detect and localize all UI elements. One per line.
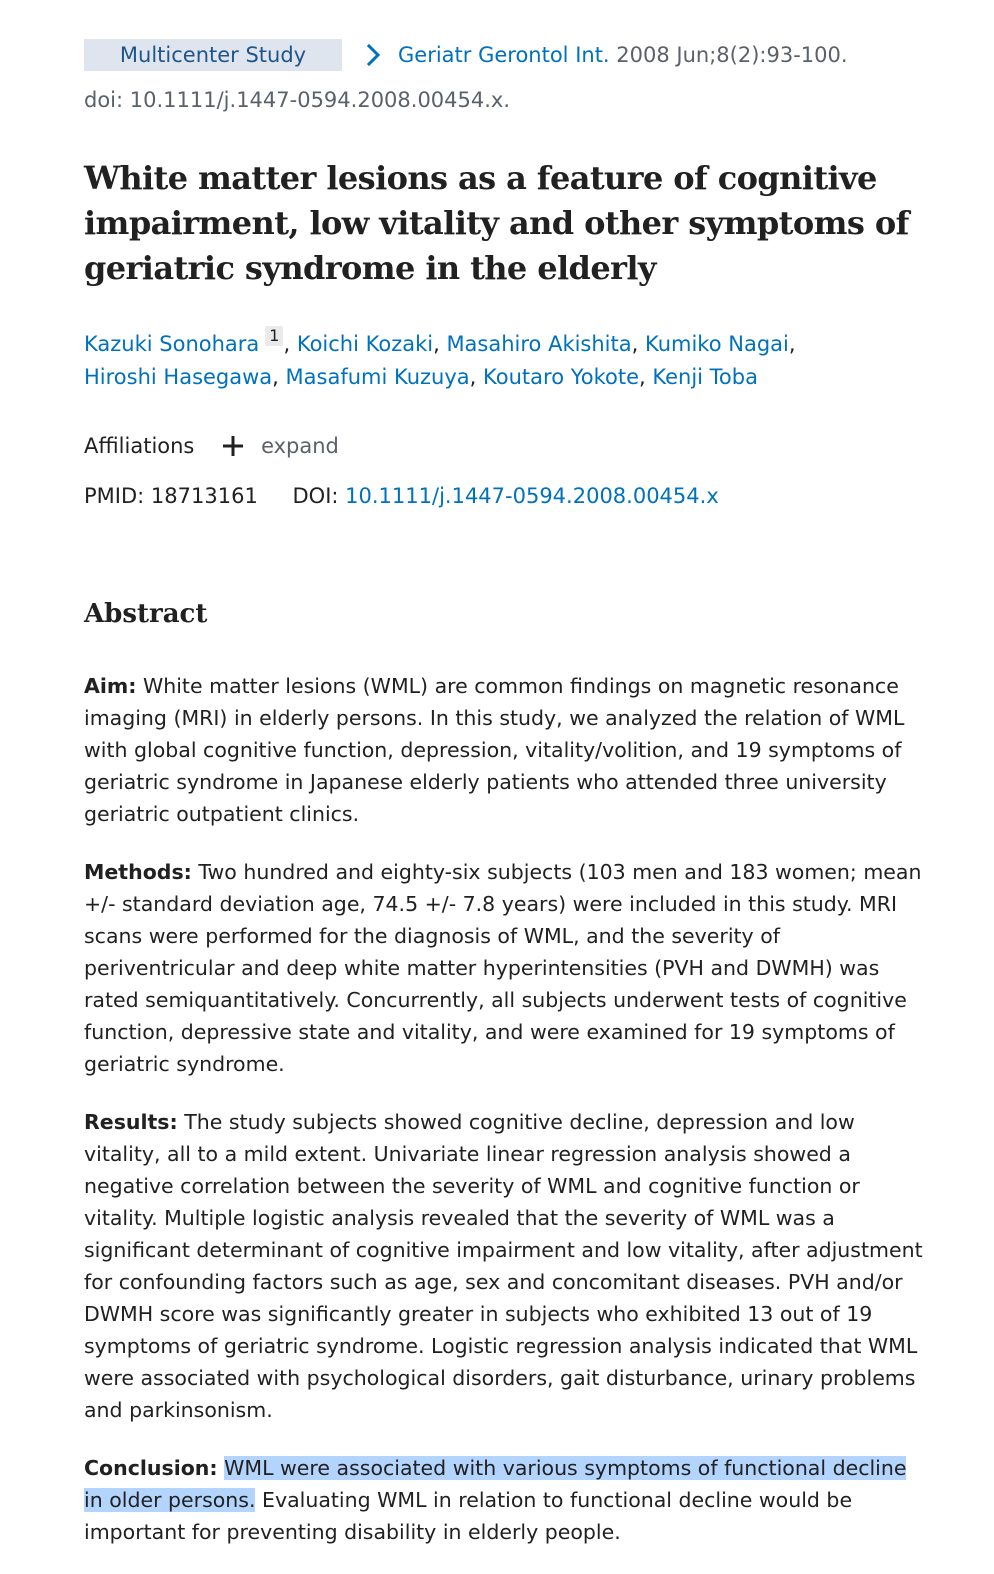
publication-type-badge[interactable]: Multicenter Study bbox=[84, 39, 342, 71]
plus-icon[interactable] bbox=[221, 434, 245, 458]
methods-label: Methods: bbox=[84, 860, 192, 884]
article-identifiers bbox=[84, 480, 719, 512]
author-link[interactable]: Masahiro Akishita bbox=[446, 332, 632, 356]
pmid-value: 18713161 bbox=[150, 484, 258, 508]
methods-text: Two hundred and eighty-six subjects (103 men and 183 women; mean +/- standard deviation age, 74.5 +/- 7.8 years) were included in this study. MRI scans were performed for the diagnosis of WML, and the severity of periventricular and deep white matter hyperintensities (PVH and DWMH) was rated semiquantitatively. Concurrently, all subjects underwent tests of cognitive function, depressive state and vitality, and were examined for 19 symptoms of geriatric syndrome. bbox=[84, 860, 922, 1076]
doi-link[interactable]: 10.1111/j.1447-0594.2008.00454.x bbox=[345, 484, 719, 508]
abstract-conclusion bbox=[84, 1452, 924, 1548]
pmid-label: PMID: bbox=[84, 484, 145, 508]
results-label: Results: bbox=[84, 1110, 178, 1134]
author-link[interactable]: Koutaro Yokote bbox=[483, 365, 640, 389]
affiliations-toggle[interactable] bbox=[84, 430, 339, 462]
abstract-heading: Abstract bbox=[84, 599, 208, 629]
author-link[interactable]: Kazuki Sonohara bbox=[84, 332, 260, 356]
article-title: White matter lesions as a feature of cognitive impairment, low vitality and other symptoms of geriatric syndrome in the elderly bbox=[84, 159, 909, 287]
author-link[interactable]: Koichi Kozaki bbox=[296, 332, 434, 356]
abstract-aim bbox=[84, 670, 924, 830]
affiliation-marker[interactable]: 1 bbox=[265, 326, 283, 346]
citation-details: 2008 Jun;8(2):93-100. bbox=[609, 43, 848, 67]
aim-label: Aim: bbox=[84, 674, 137, 698]
results-text: The study subjects showed cognitive decline, depression and low vitality, all to a mild extent. Univariate linear regression analysis showed a negative correlation between the severity of WML and cognitive function or vitality. Multiple logistic analysis revealed that the severity of WML was a significant determinant of cognitive impairment and low vitality, after adjustment for confounding factors such as age, sex and concomitant diseases. PVH and/or DWMH score was significantly greater in subjects who exhibited 13 out of 19 symptoms of geriatric syndrome. Logistic regression analysis indicated that WML were associated with psychological disorders, gait disturbance, urinary problems and parkinsonism. bbox=[84, 1110, 923, 1422]
journal-name-link[interactable]: Geriatr Gerontol Int. bbox=[398, 43, 610, 67]
doi-label: DOI: bbox=[292, 484, 339, 508]
author-link[interactable]: Masafumi Kuzuya bbox=[285, 365, 470, 389]
journal-citation bbox=[398, 39, 848, 71]
authors-list: Kazuki Sonohara 1 , Koichi Kozaki, Masahiro Akishita, Kumiko Nagai, Hiroshi Hasegawa, Masafumi Kuzuya, Koutaro Yokote, Kenji Toba bbox=[84, 326, 796, 389]
conclusion-text: Evaluating WML in relation to functional decline would be important for preventing disability in elderly people. bbox=[84, 1488, 853, 1544]
conclusion-label: Conclusion: bbox=[84, 1456, 218, 1480]
chevron-right-icon bbox=[365, 43, 383, 67]
article-header bbox=[84, 39, 934, 71]
citation-doi: doi: 10.1111/j.1447-0594.2008.00454.x. bbox=[84, 88, 511, 112]
author-link[interactable]: Hiroshi Hasegawa bbox=[84, 365, 273, 389]
affiliations-label: Affiliations bbox=[84, 434, 195, 458]
author-link[interactable]: Kumiko Nagai bbox=[644, 332, 789, 356]
author-link[interactable]: Kenji Toba bbox=[652, 365, 758, 389]
abstract-methods bbox=[84, 856, 924, 1080]
abstract-content bbox=[84, 670, 924, 1574]
expand-button[interactable]: expand bbox=[261, 434, 339, 458]
selected-text-highlight: WML were associated with various symptoms of functional decline in older persons. bbox=[84, 1456, 907, 1512]
abstract-results bbox=[84, 1106, 924, 1426]
aim-text: White matter lesions (WML) are common findings on magnetic resonance imaging (MRI) in elderly persons. In this study, we analyzed the relation of WML with global cognitive function, depression, vitality/volition, and 19 symptoms of geriatric syndrome in Japanese elderly patients who attended three university geriatric outpatient clinics. bbox=[84, 674, 905, 826]
